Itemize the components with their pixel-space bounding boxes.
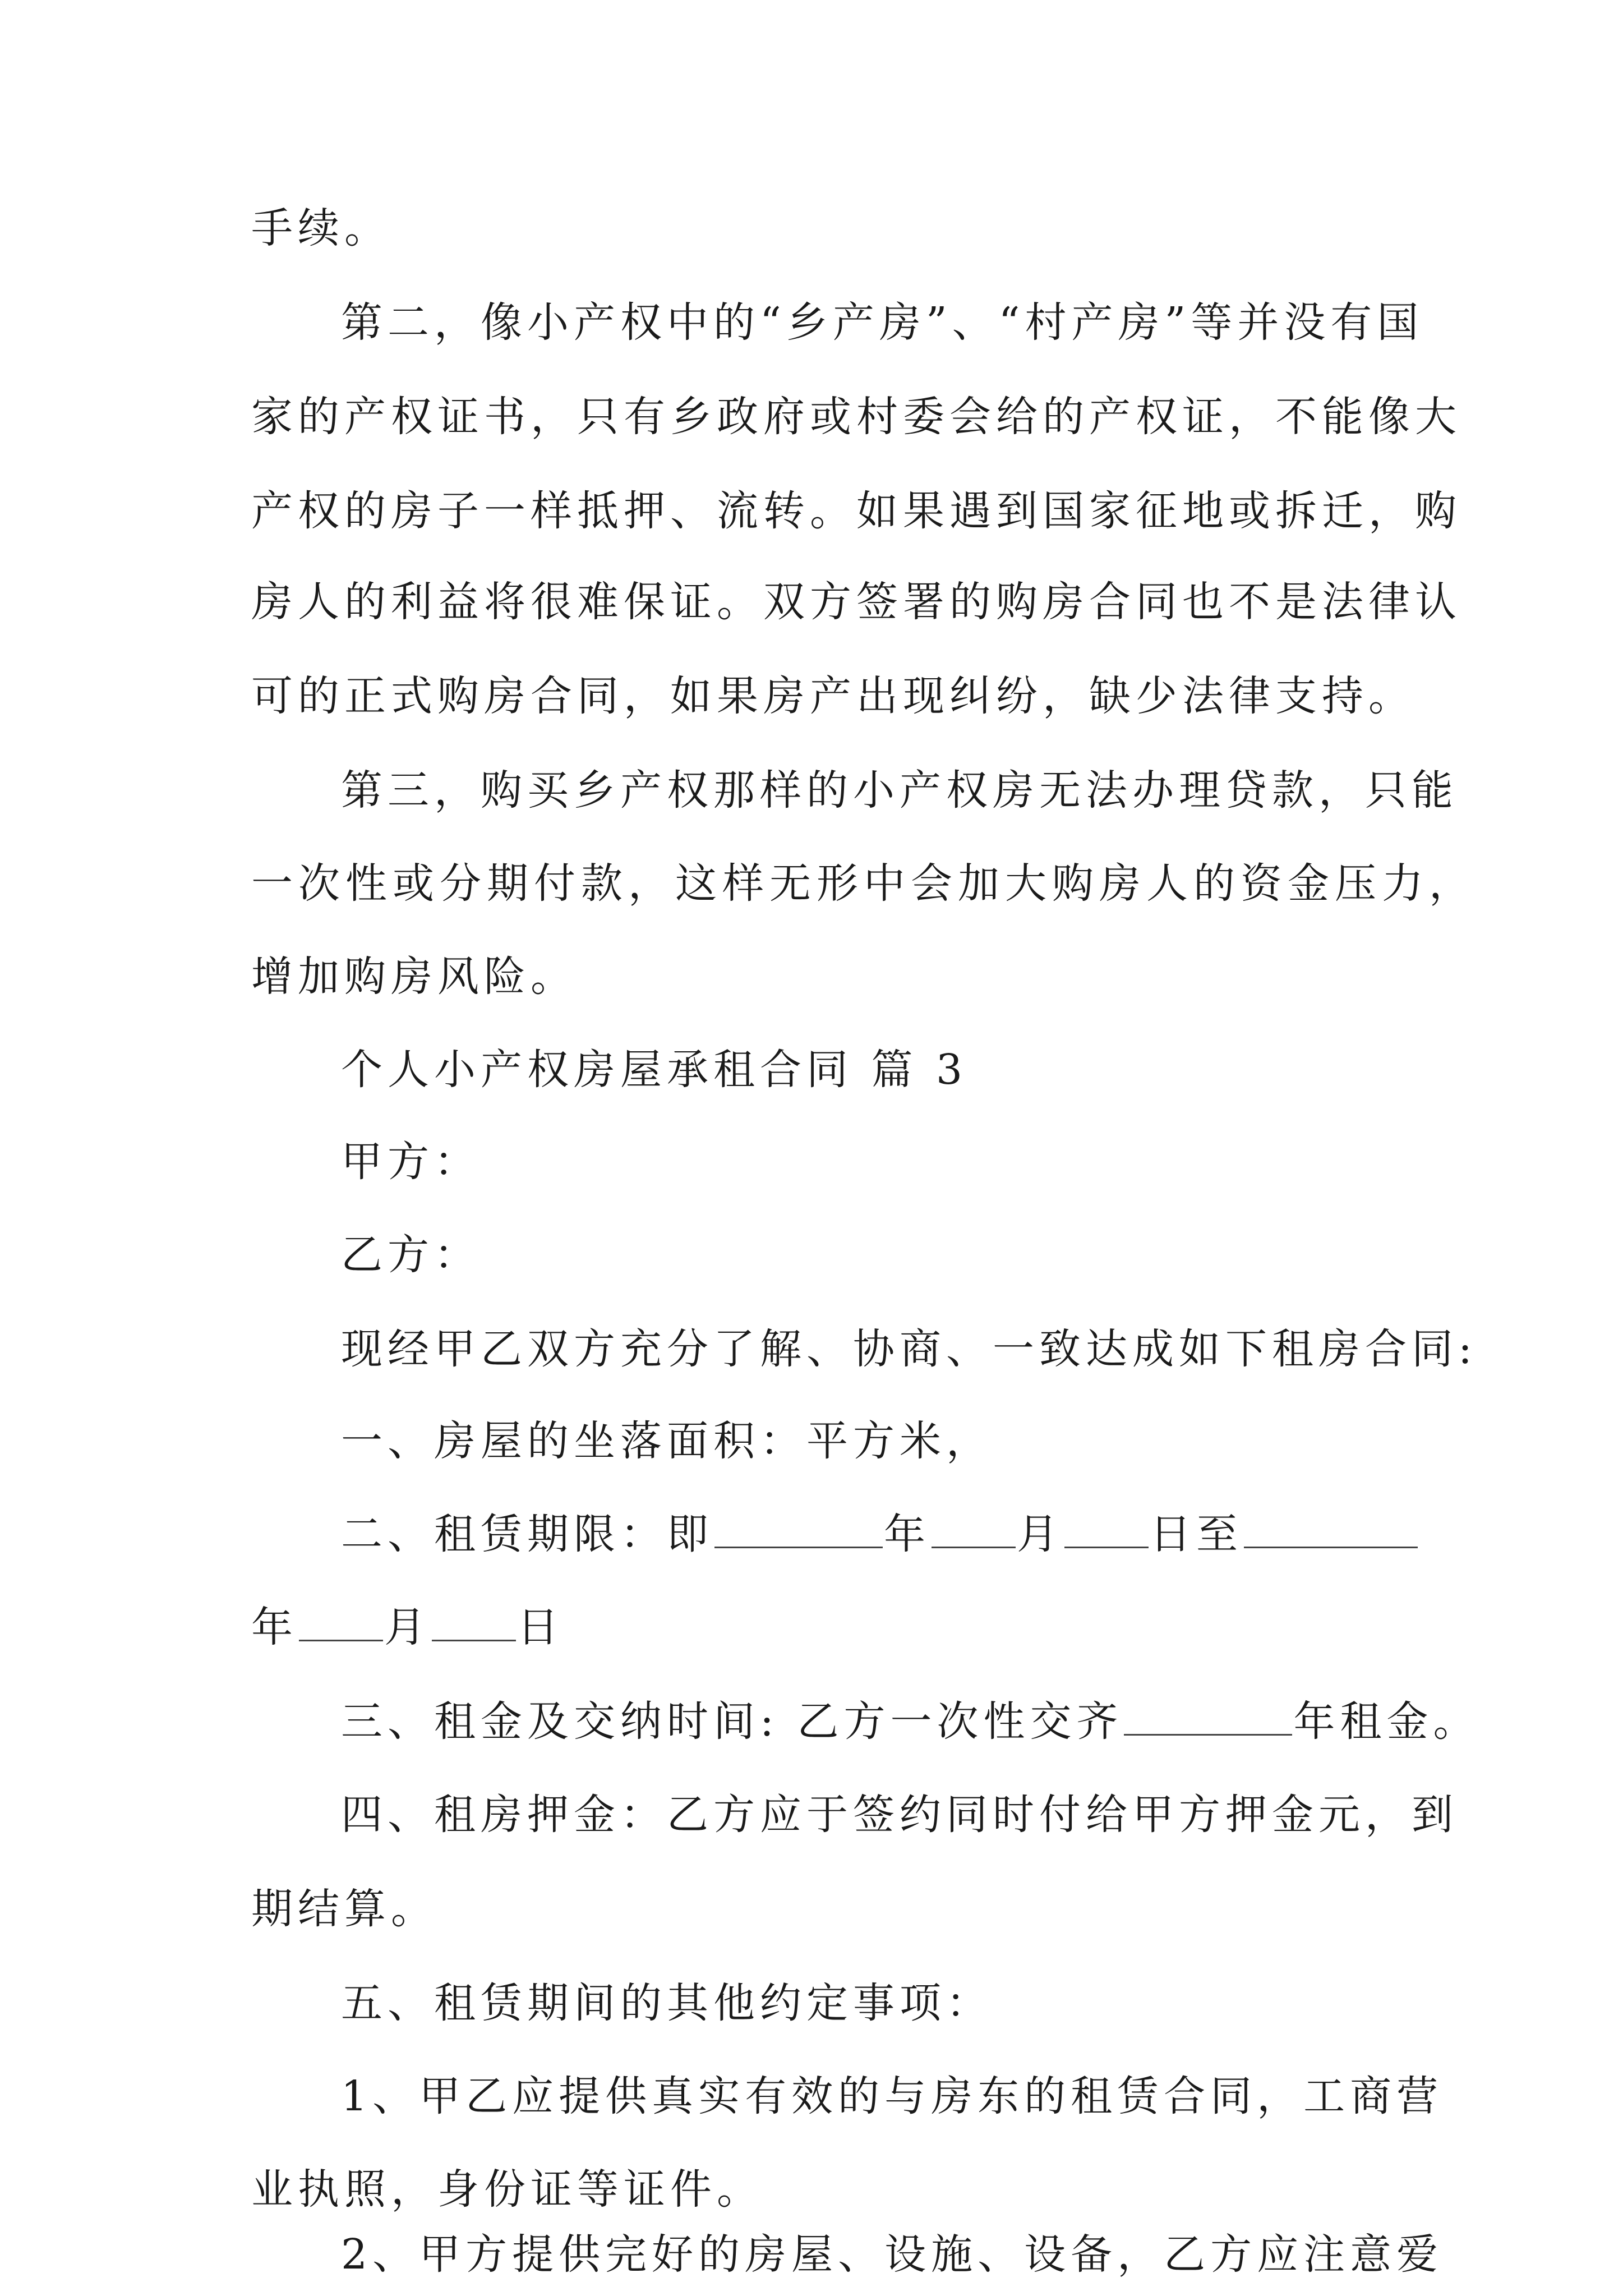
party-a-label: 甲方： xyxy=(341,1138,481,1186)
party-b-label: 乙方： xyxy=(341,1231,481,1279)
year-label: 年 xyxy=(884,1510,930,1558)
blank-field xyxy=(714,1507,883,1548)
day-to-label: 日至 xyxy=(1150,1510,1243,1558)
clause-deposit: 四、租房押金：乙方应于签约同时付给甲方押金元，到 xyxy=(341,1791,1458,1839)
paragraph-line: 业执照，身份证等证件。 xyxy=(251,2165,763,2214)
list-item: 1、甲乙应提供真实有效的与房东的租赁合同，工商营 xyxy=(341,2072,1444,2120)
blank-field xyxy=(1244,1507,1418,1548)
paragraph-line: 第三，购买乡产权那样的小产权房无法办理贷款，只能 xyxy=(341,766,1458,815)
paragraph-line: 手续。 xyxy=(251,204,391,252)
paragraph-line: 第二，像小产权中的“乡产房”、“村产房”等并没有国 xyxy=(341,298,1424,347)
day-label: 日 xyxy=(517,1603,564,1651)
month-label: 月 xyxy=(384,1603,431,1651)
blank-field xyxy=(1064,1507,1149,1548)
section-heading: 个人小产权房屋承租合同 篇 3 xyxy=(341,1046,968,1094)
paragraph-line: 家的产权证书，只有乡政府或村委会给的产权证，不能像大 xyxy=(251,393,1461,441)
paragraph-line: 一次性或分期付款，这样无形中会加大购房人的资金压力， xyxy=(251,859,1476,908)
paragraph-line: 产权的房子一样抵押、流转。如果遇到国家征地或拆迁，购 xyxy=(251,487,1461,535)
clause-term-prefix: 二、租赁期限：即 xyxy=(341,1510,713,1558)
clause-rent-suffix: 年租金。 xyxy=(1293,1697,1480,1746)
month-label: 月 xyxy=(1017,1510,1063,1558)
clause-term-continued xyxy=(0,1596,1623,1658)
blank-field xyxy=(932,1507,1016,1548)
paragraph-line: 可的正式购房合同，如果房产出现纠纷，缺少法律支持。 xyxy=(251,672,1415,720)
clause-rent-prefix: 三、租金及交纳时间: 乙方一次性交齐 xyxy=(341,1697,1123,1746)
clause-other: 五、租赁期间的其他约定事项： xyxy=(341,1979,993,2027)
year-label: 年 xyxy=(251,1603,298,1651)
paragraph-line: 房人的利益将很难保证。双方签署的购房合同也不是法律认 xyxy=(251,578,1461,626)
clause-rent xyxy=(0,1691,1623,1752)
paragraph-line: 增加购房风险。 xyxy=(251,953,577,1001)
clause-area: 一、房屋的坐落面积：平方米， xyxy=(341,1417,993,1465)
clause-term xyxy=(0,1503,1623,1565)
paragraph-line: 期结算。 xyxy=(251,1885,437,1933)
blank-field xyxy=(1124,1695,1292,1736)
blank-field xyxy=(299,1600,383,1641)
paragraph-line: 现经甲乙双方充分了解、协商、一致达成如下租房合同: xyxy=(341,1325,1477,1373)
list-item: 2、甲方提供完好的房屋、设施、设备，乙方应注意爱 xyxy=(341,2230,1444,2279)
blank-field xyxy=(432,1600,516,1641)
